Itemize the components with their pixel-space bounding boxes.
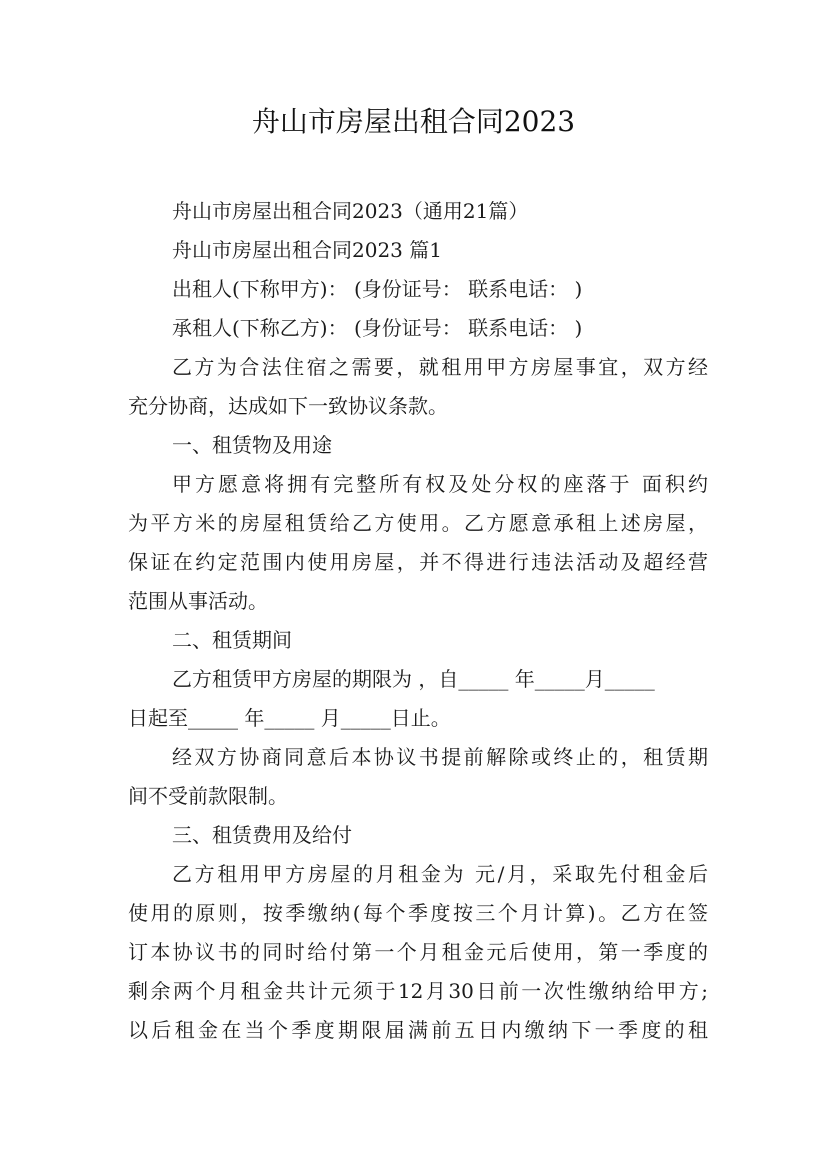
section-heading: 二、租赁期间 (172, 628, 292, 652)
section-heading: 一、租赁物及用途 (172, 433, 332, 457)
paragraph-line: 充分协商，达成如下一致协议条款。 (128, 394, 448, 418)
paragraph-line: 乙方租赁甲方房屋的期限为 ，自_____ 年_____月_____ (172, 667, 655, 691)
paragraph-line: 乙方租用甲方房屋的月租金为 元/月，采取先付租金后 (172, 862, 708, 886)
paragraph-line: 使用的原则，按季缴纳(每个季度按三个月计算)。乙方在签 (128, 901, 708, 925)
paragraph-line: 乙方为合法住宿之需要，就租用甲方房屋事宜，双方经 (172, 355, 708, 379)
document-body (128, 192, 708, 1050)
paragraph-line: 间不受前款限制。 (128, 784, 288, 808)
paragraph-line: 范围从事活动。 (128, 589, 268, 613)
paragraph-line: 订本协议书的同时给付第一个月租金元后使用，第一季度的 (128, 940, 708, 964)
contract-article-heading: 舟山市房屋出租合同2023 篇1 (172, 238, 442, 262)
lessor-line: 出租人(下称甲方)： (身份证号： 联系电话： ) (172, 277, 583, 301)
document-title: 舟山市房屋出租合同2023 (251, 105, 576, 138)
paragraph-line: 以后租金在当个季度期限届满前五日内缴纳下一季度的租 (128, 1018, 708, 1042)
lessee-line: 承租人(下称乙方)： (身份证号： 联系电话： ) (172, 316, 583, 340)
paragraph-line: 经双方协商同意后本协议书提前解除或终止的，租赁期 (172, 745, 708, 769)
contract-collection-heading: 舟山市房屋出租合同2023（通用21篇） (172, 199, 529, 223)
paragraph-line: 保证在约定范围内使用房屋，并不得进行违法活动及超经营 (128, 550, 708, 574)
section-heading: 三、租赁费用及给付 (172, 823, 352, 847)
paragraph-line: 日起至_____ 年_____ 月_____日止。 (128, 706, 451, 730)
paragraph-line: 为平方米的房屋租赁给乙方使用。乙方愿意承租上述房屋， (128, 511, 708, 535)
paragraph-line: 剩余两个月租金共计元须于12月30日前一次性缴纳给甲方; (128, 979, 708, 1003)
paragraph-line: 甲方愿意将拥有完整所有权及处分权的座落于 面积约 (172, 472, 708, 496)
